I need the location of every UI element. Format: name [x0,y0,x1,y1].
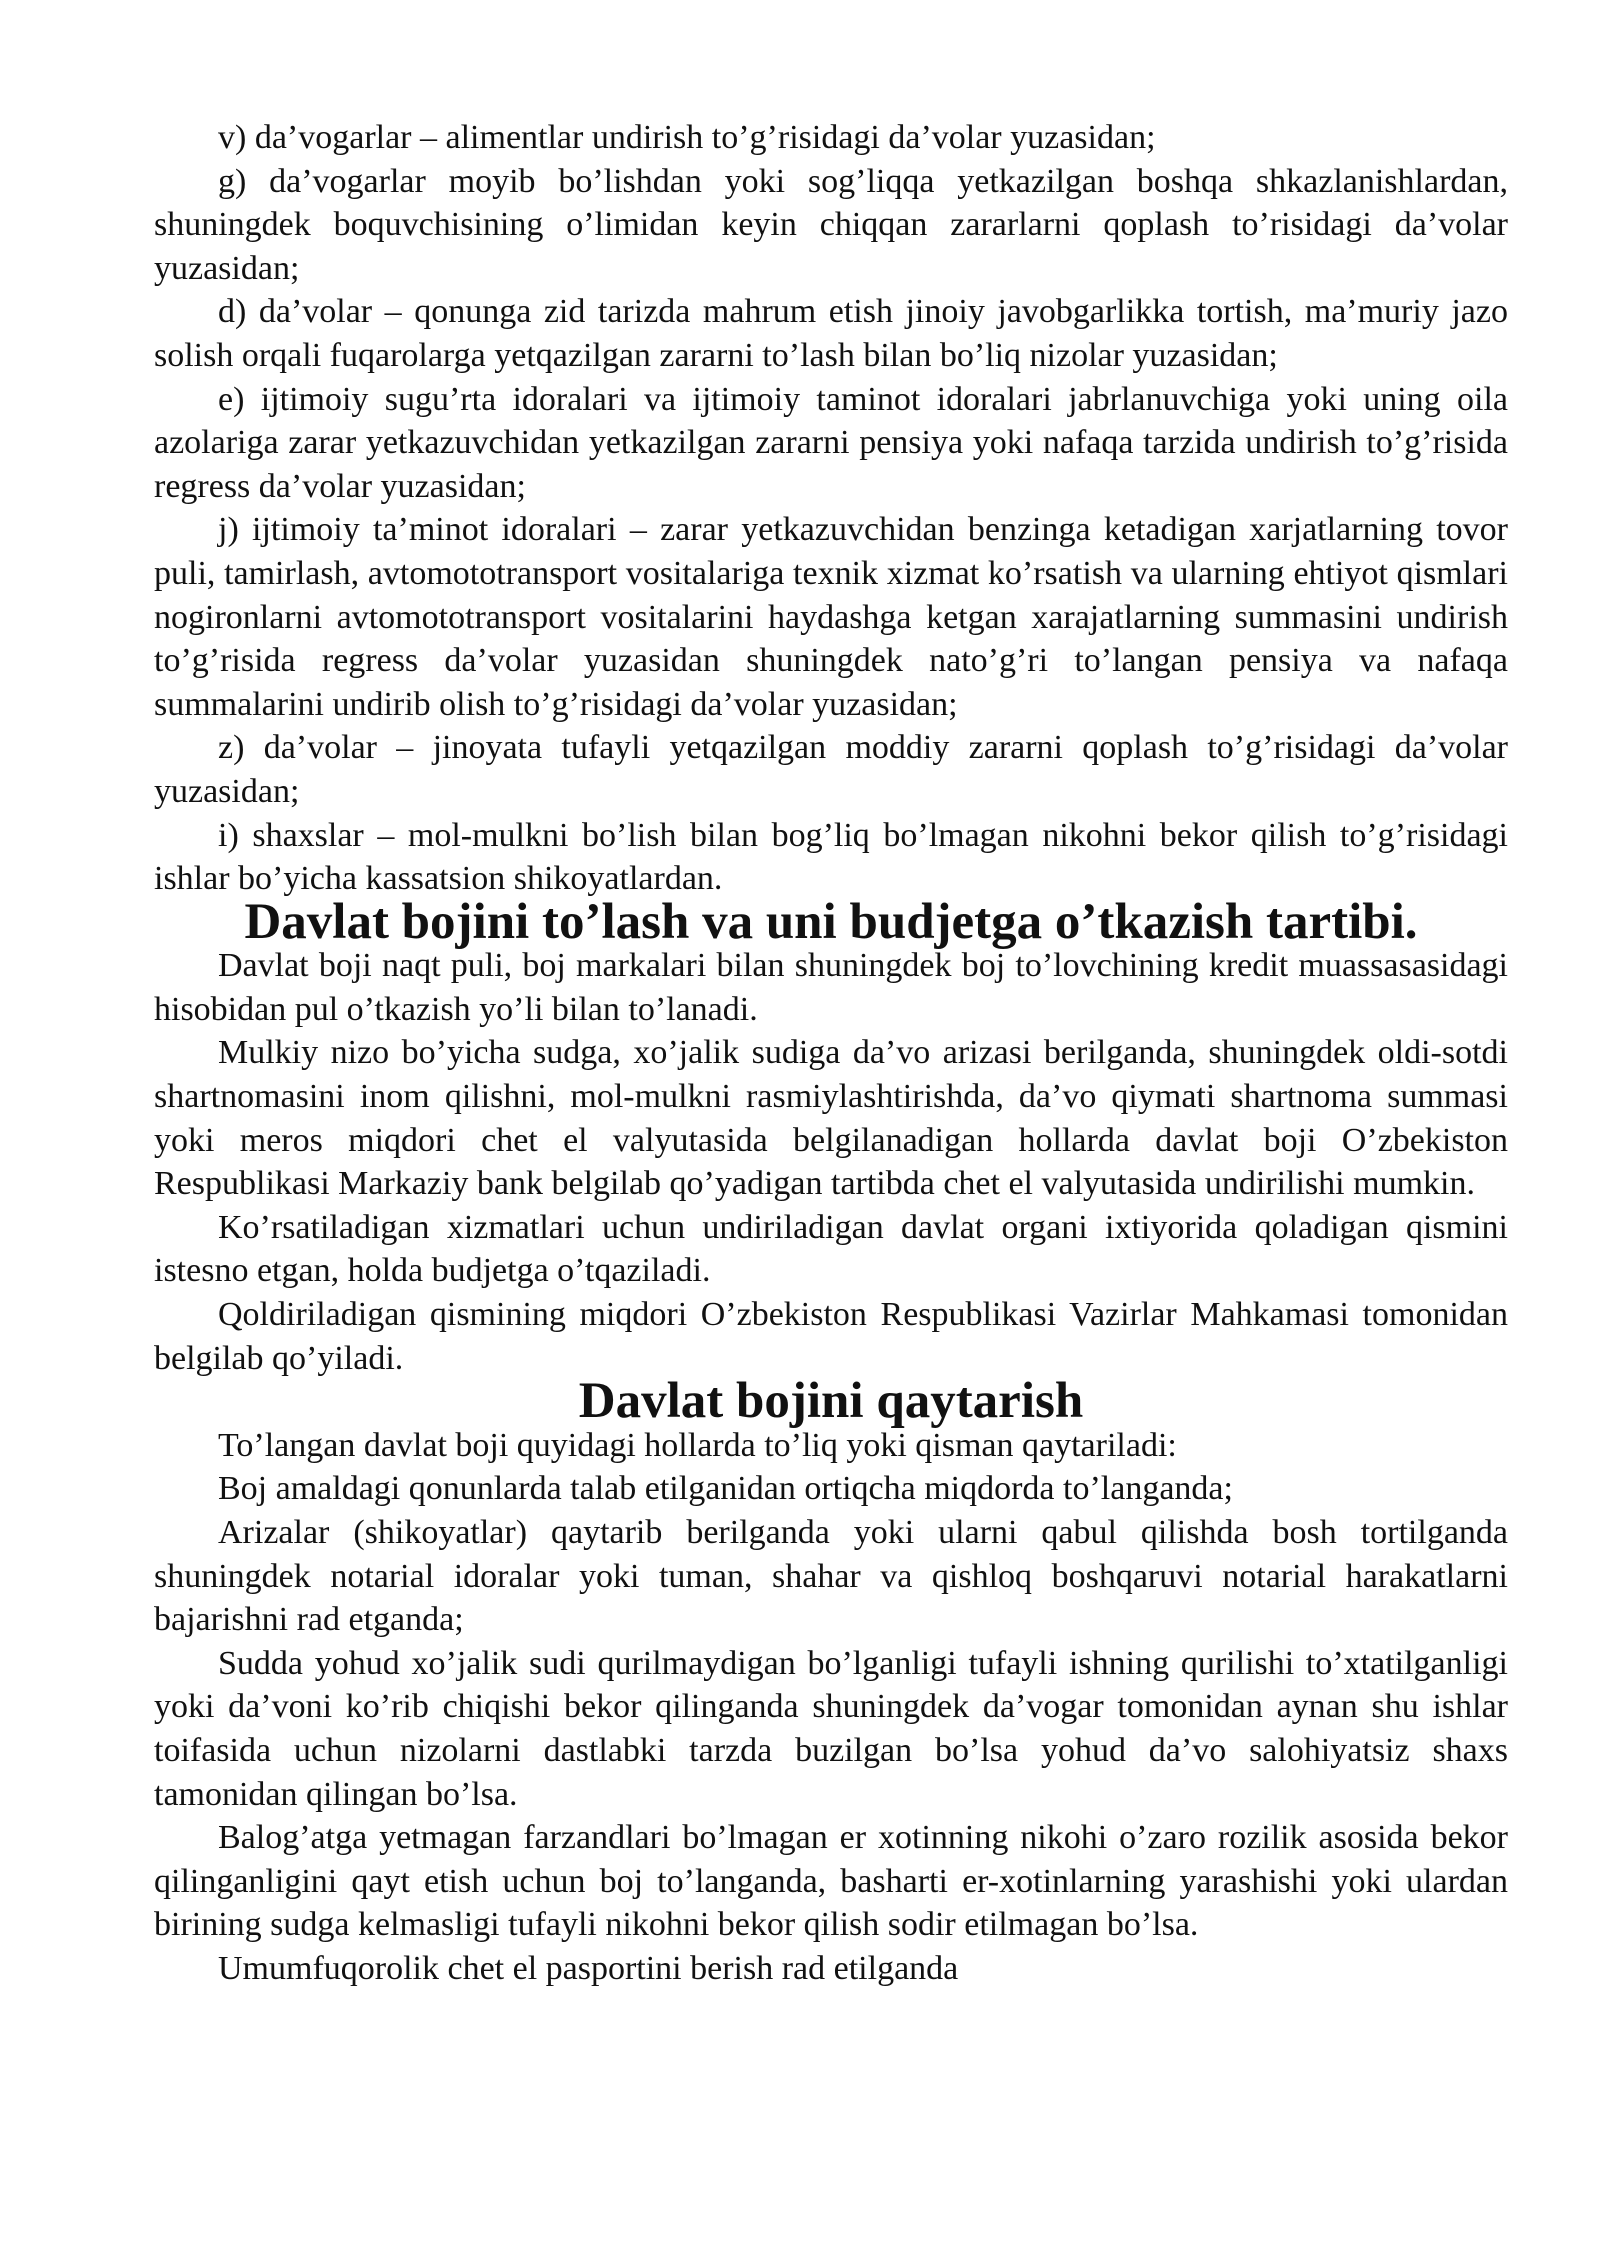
paragraph: Boj amaldagi qonunlarda talab etilganidan ortiqcha miqdorda to’langanda; [218,1470,1233,1508]
paragraph: Umumfuqorolik chet el pasportini berish rad etilganda [218,1949,959,1987]
document-page [154,116,1508,1991]
list-item-i: i) shaxslar – mol-mulkni bo’lish bilan bog’liq bo’lmagan nikohni bekor qilish to’g’risidagi ishlar bo’yicha kassatsion shikoyatlardan. [154,816,1508,898]
list-item-z: z) da’volar – jinoyata tufayli yetqazilgan moddiy zararni qoplash to’g’risidagi da’volar yuzasidan; [154,729,1508,810]
paragraph: Balog’atga yetmagan farzandlari bo’lmagan er xotinning nikohi o’zaro rozilik asosida bekor qilinganligini qayt etish uchun boj to’langanda, basharti er-xotinlarning yarashishi yoki ulardan birining sudga kelmasligi tufayli nikohni bekor qilish sodir etilmagan bo’lsa. [154,1819,1508,1944]
list-item-d: d) da’volar – qonunga zid tarizda mahrum etish jinoiy javobgarlikka tortish, ma’muriy jazo solish orqali fuqarolarga yetqazilgan zararni to’lash bilan bo’liq nizolar yuzasidan; [154,293,1508,374]
paragraph: Davlat boji naqt puli, boj markalari bilan shuningdek boj to’lovchining kredit muassasasidagi hisobidan pul o’tkazish yo’li bilan to’lanadi. [154,947,1508,1028]
paragraph: Mulkiy nizo bo’yicha sudga, xo’jalik sudiga da’vo arizasi berilganda, shuningdek oldi-sotdi shartnomasini inom qilishni, mol-mulkni rasmiylashtirishda, da’vo qiymati shartnoma summasi yoki meros miqdori chet el valyutasida belgilanadigan hollarda davlat boji O’zbekiston Respublikasi Markaziy bank belgilab qo’yadigan tartibda chet el valyutasida undirilishi mumkin. [154,1034,1508,1203]
paragraph: To’langan davlat boji quyidagi hollarda to’liq yoki qisman qaytariladi: [218,1426,1177,1464]
list-item-e: e) ijtimoiy sugu’rta idoralari va ijtimoiy taminot idoralari jabrlanuvchiga yoki uning oila azolariga zarar yetkazuvchidan yetkazilgan zararni pensiya yoki nafaqa tarzida undirish to’g’risida regress da’volar yuzasidan; [154,380,1508,505]
section-heading-refund: Davlat bojini qaytarish [578,1373,1084,1430]
paragraph: Qoldiriladigan qismining miqdori O’zbekiston Respublikasi Vazirlar Mahkamasi tomonidan belgilab qo’yiladi. [154,1296,1508,1377]
list-item-g: g) da’vogarlar moyib bo’lishdan yoki sog’liqqa yetkazilgan boshqa shkazlanishlardan, shuningdek boquvchisining o’limidan keyin chiqqan zararlarni qoplash to’risidagi da’volar yuzasidan; [154,162,1508,287]
paragraph: Arizalar (shikoyatlar) qaytarib berilganda yoki ularni qabul qilishda bosh tortilganda shuningdek notarial idoralar yoki tuman, shahar va qishloq boshqaruvi notarial harakatlarni bajarishni rad etganda; [154,1514,1508,1639]
list-item-v: v) da’vogarlar – alimentlar undirish to’g’risidagi da’volar yuzasidan; [218,119,1156,156]
paragraph: Ko’rsatiladigan xizmatlari uchun undiriladigan davlat organi ixtiyorida qoladigan qismini istesno etgan, holda budjetga o’tqaziladi. [154,1208,1508,1290]
list-item-j: j) ijtimoiy ta’minot idoralari – zarar yetkazuvchidan benzinga ketadigan xarjatlarning tovor puli, tamirlash, avtomototransport vositalariga texnik xizmat ko’rsatish va ularning ehtiyot qismlari nogironlarni avtomototransport vositalarini haydashga ketgan xarajatlarning summasini undirish to’g’risida regress da’volar yuzasidan shuningdek nato’g’ri to’langan pensiya va nafaqa summalarini undirib olish to’g’risidagi da’volar yuzasidan; [154,511,1508,723]
section-heading-payment: Davlat bojini to’lash va uni budjetga o’tkazish tartibi. [244,893,1418,950]
paragraph: Sudda yohud xo’jalik sudi qurilmaydigan bo’lganligi tufayli ishning qurilishi to’xtatilganligi yoki da’voni ko’rib chiqishi bekor qilinganda shuningdek da’vogar tomonidan aynan shu ishlar toifasida uchun nizolarni dastlabki tarzda buzilgan bo’lsa yohud da’vo salohiyatsiz shaxs tamonidan qilingan bo’lsa. [154,1644,1508,1813]
